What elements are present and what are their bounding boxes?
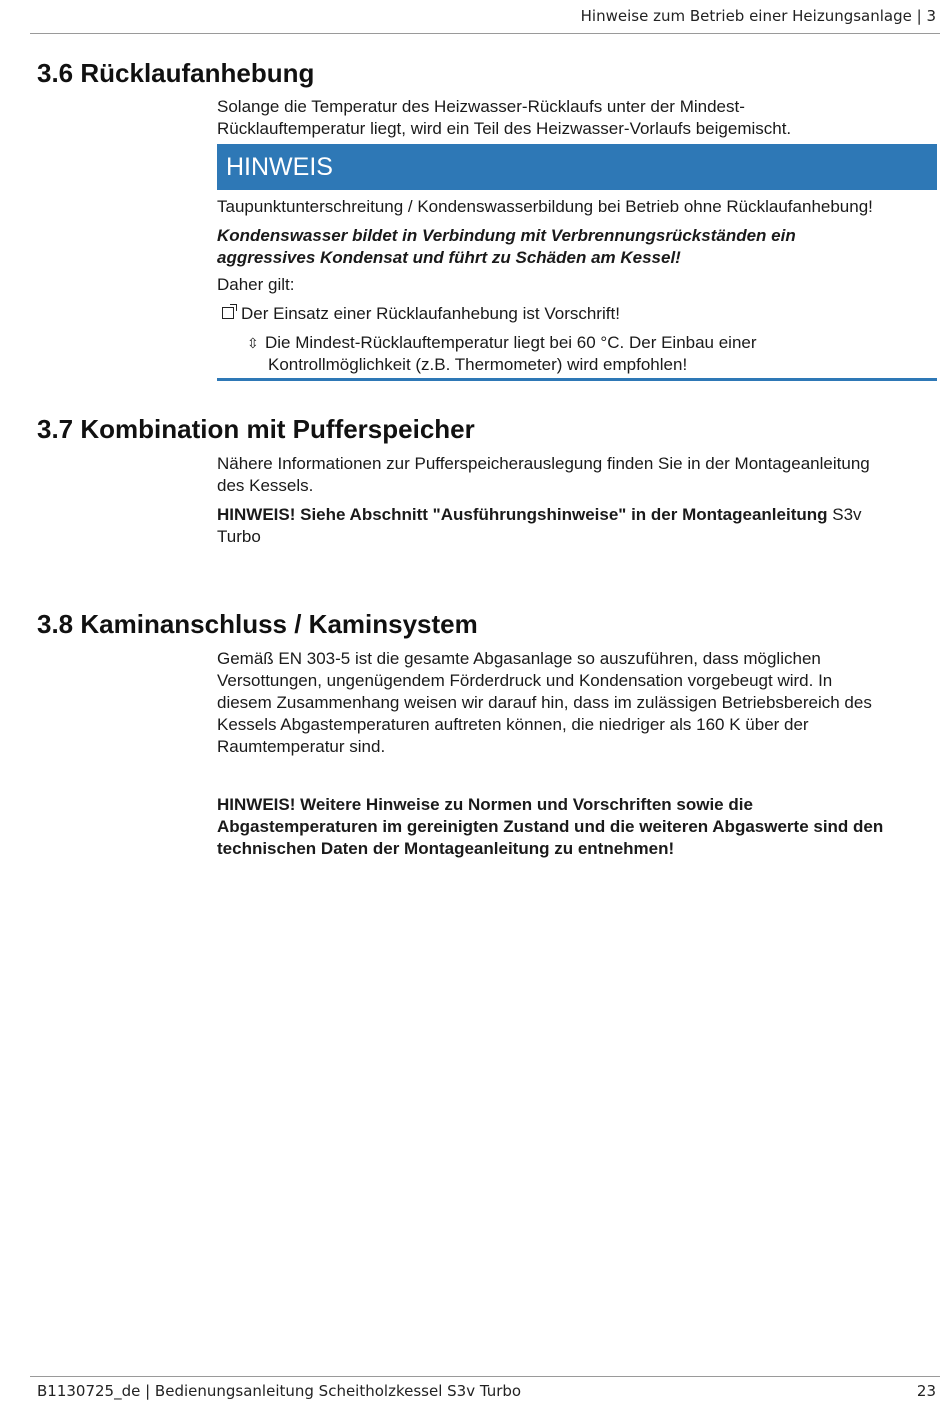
note-bold: HINWEIS! Siehe Abschnitt "Ausführungshinweise" in der Montageanleitung (217, 505, 828, 524)
section-3-7-note (217, 504, 937, 548)
result-arrow-icon: ⇳ (247, 335, 259, 351)
footer-document-title: B1130725_de | Bedienungsanleitung Scheitholzkessel S3v Turbo (37, 1382, 522, 1400)
section-heading-3-8: 3.8 Kaminanschluss / Kaminsystem (37, 609, 478, 639)
therefore-line (217, 274, 937, 296)
page-footer (30, 1376, 940, 1402)
text-line: diesem Zusammenhang weisen wir darauf hin, dass im zulässigen Betriebsbereich des (217, 693, 872, 712)
text-line: Nähere Informationen zur Pufferspeicherauslegung finden Sie in der Montageanleitung (217, 454, 870, 473)
intro-line: Solange die Temperatur des Heizwasser-Rücklaufs unter der Mindest- (217, 97, 745, 116)
notice-line (217, 196, 937, 218)
section-heading-3-6: 3.6 Rücklaufanhebung (37, 58, 315, 88)
note-line: HINWEIS! Weitere Hinweise zu Normen und Vorschriften sowie die (217, 795, 753, 814)
warning-line: aggressives Kondensat und führt zu Schäden am Kessel! (217, 248, 681, 267)
text-line: Raumtemperatur sind. (217, 737, 386, 756)
requirement-text: Der Einsatz einer Rücklaufanhebung ist Vorschrift! (241, 304, 620, 323)
checkbox-icon (222, 307, 234, 319)
note-plain: S3v (827, 505, 862, 524)
section-3-8-note (217, 794, 937, 860)
result-text-cont: Kontrollmöglichkeit (z.B. Thermometer) wird empfohlen! (268, 355, 688, 374)
section-heading-3-7: 3.7 Kombination mit Pufferspeicher (37, 414, 475, 444)
notice-text: Taupunktunterschreitung / Kondenswasserbildung bei Betrieb ohne Rücklaufanhebung! (217, 197, 873, 216)
page-number: 23 (916, 1382, 936, 1400)
result-item (247, 332, 937, 376)
intro-line: Rücklauftemperatur liegt, wird ein Teil des Heizwasser-Vorlaufs beigemischt. (217, 119, 792, 138)
requirement-item (222, 303, 942, 325)
note-line: Turbo (217, 527, 261, 546)
note-line: technischen Daten der Montageanleitung zu entnehmen! (217, 839, 675, 858)
notice-banner: HINWEIS (217, 144, 937, 190)
notice-end-rule (217, 378, 937, 381)
text-line: Kessels Abgastemperaturen auftreten können, die niedriger als 160 K über der (217, 715, 809, 734)
page-header (30, 0, 940, 34)
text-line: Gemäß EN 303-5 ist die gesamte Abgasanlage so auszuführen, dass möglichen (217, 649, 821, 668)
header-title: Hinweise zum Betrieb einer Heizungsanlage | 3 (580, 7, 936, 25)
note-line: Abgastemperaturen im gereinigten Zustand und die weiteren Abgaswerte sind den (217, 817, 884, 836)
notice-warning (217, 225, 937, 269)
section-3-8-text (217, 648, 937, 758)
therefore-text: Daher gilt: (217, 275, 295, 294)
text-line: des Kessels. (217, 476, 314, 495)
result-text: Die Mindest-Rücklauftemperatur liegt bei 60 °C. Der Einbau einer (265, 333, 757, 352)
warning-line: Kondenswasser bildet in Verbindung mit Verbrennungsrückständen ein (217, 226, 796, 245)
section-3-6-intro (217, 96, 937, 140)
section-3-7-text (217, 453, 937, 497)
text-line: Versottungen, ungenügendem Förderdruck und Kondensation vorgebeugt wird. In (217, 671, 833, 690)
